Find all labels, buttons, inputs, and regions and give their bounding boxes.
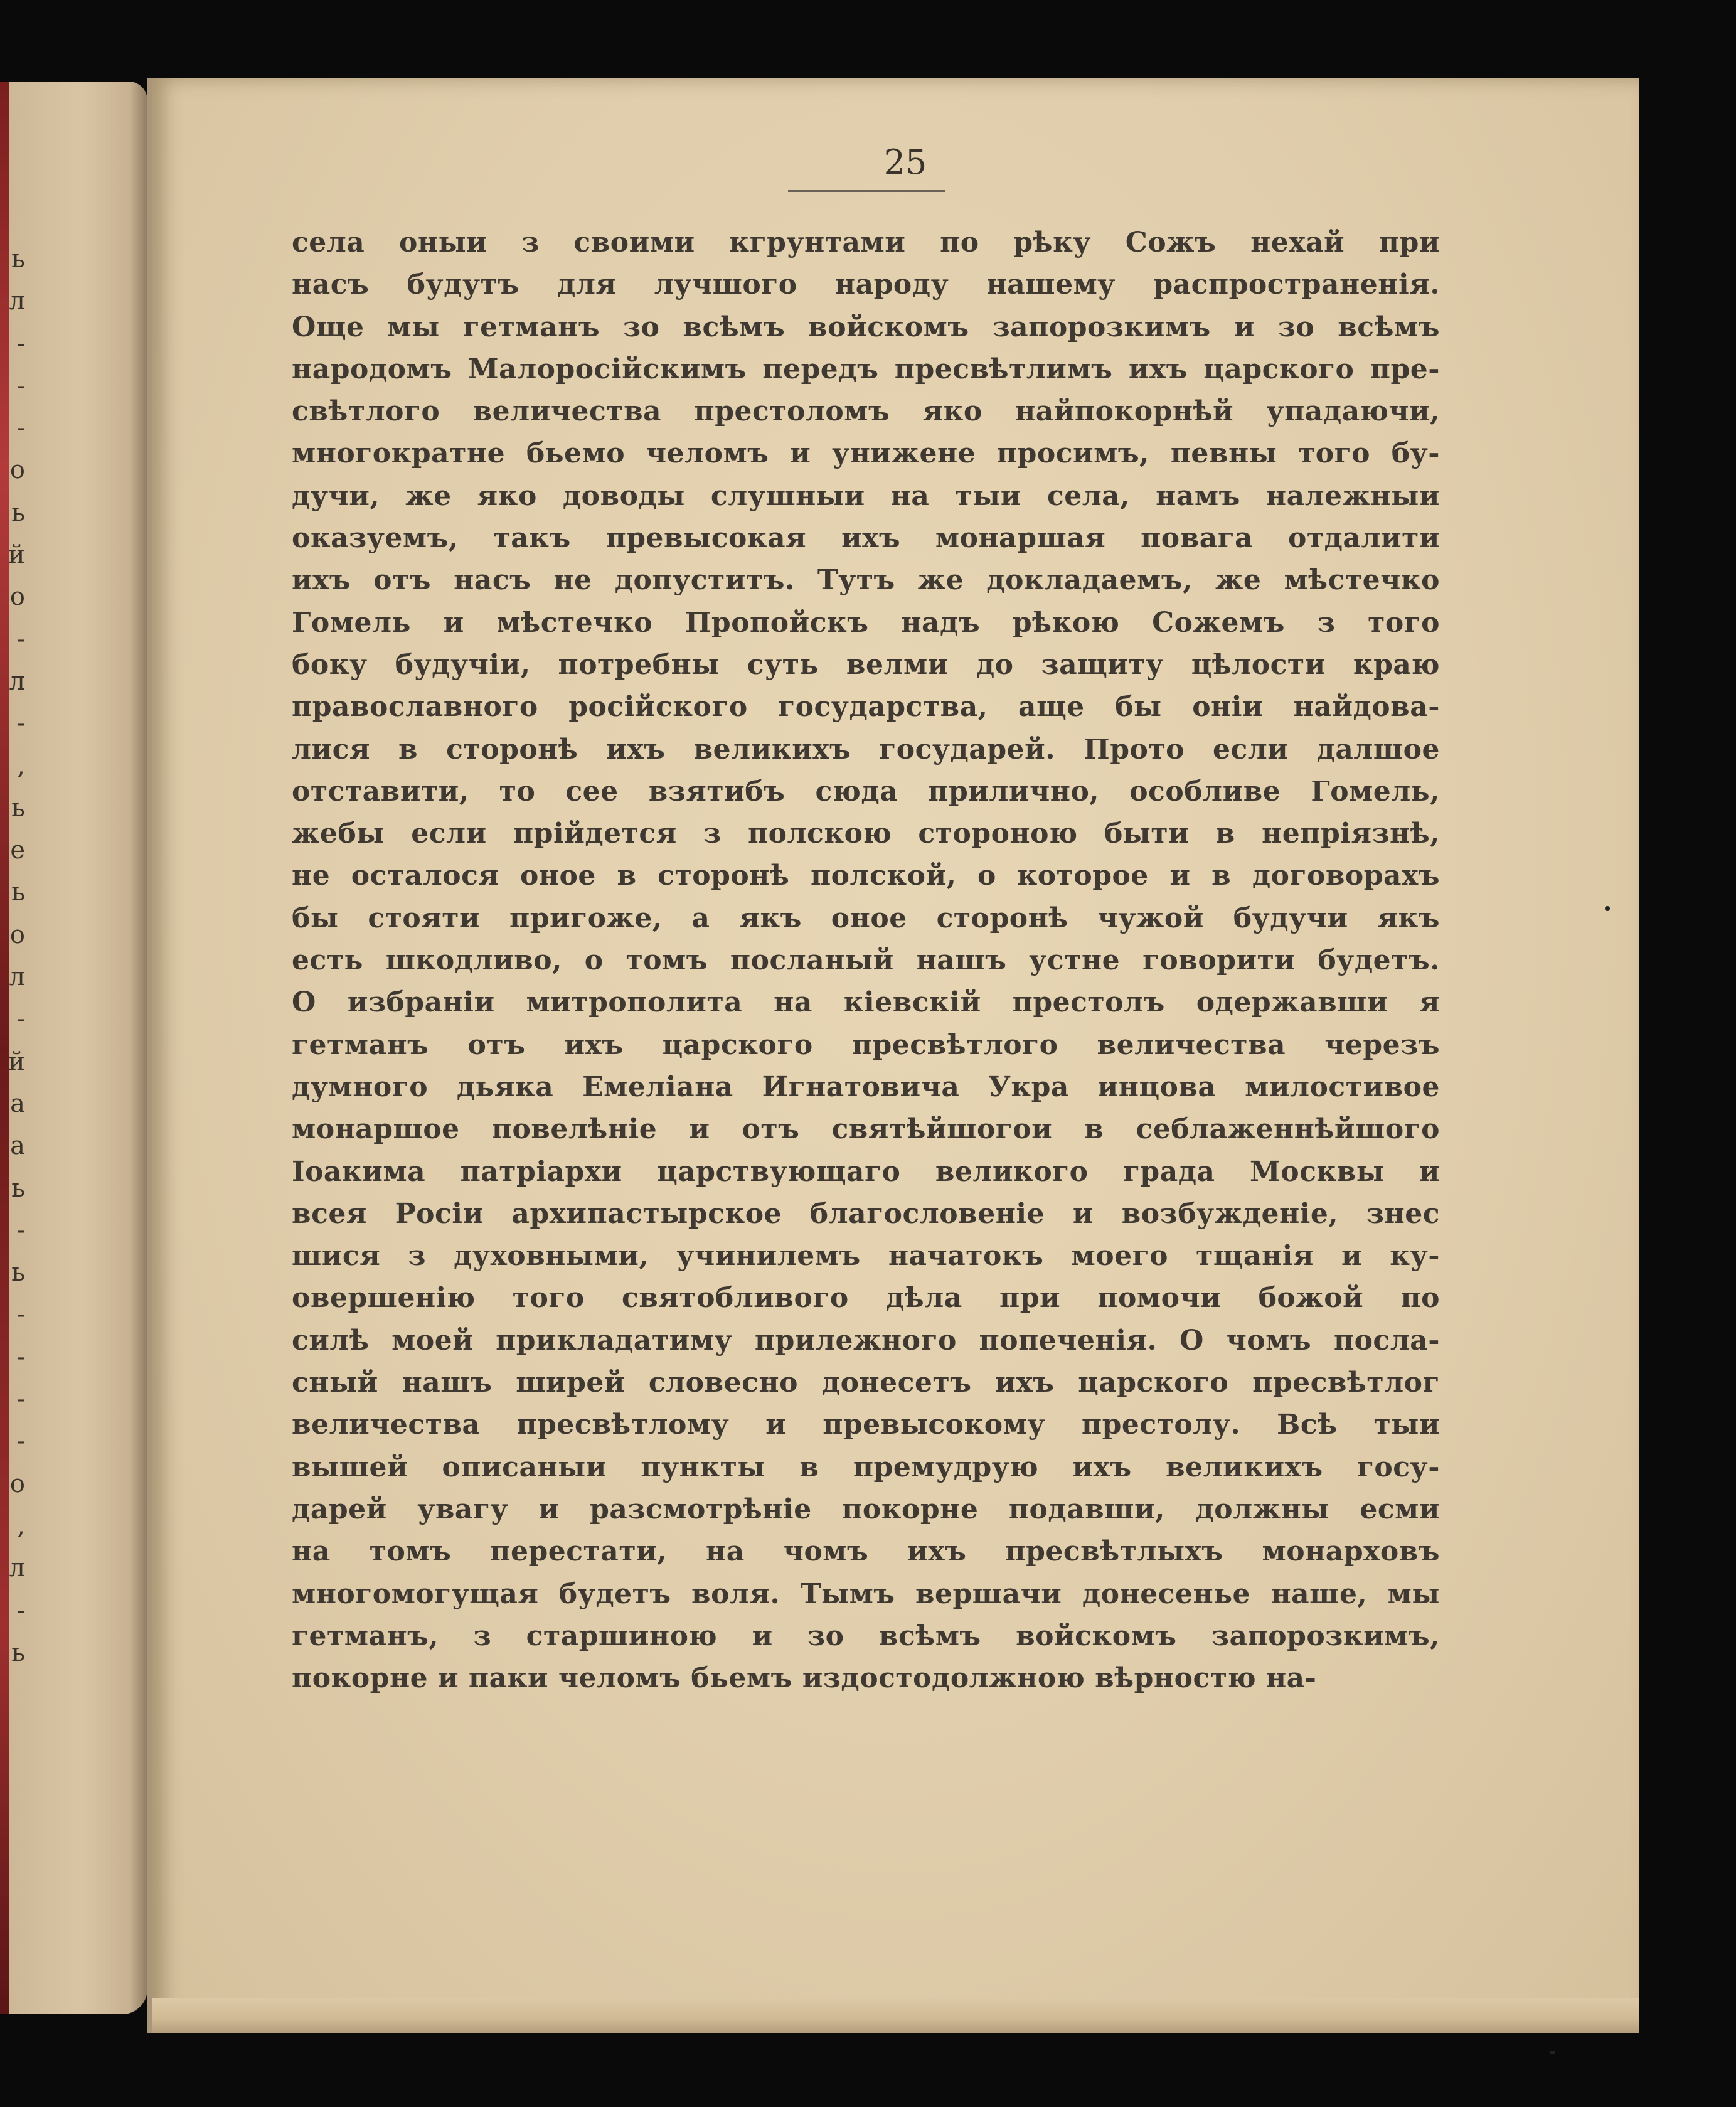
text-line: О избраніи митрополита на кіевскій престолъ одержавши я	[292, 986, 1440, 1019]
text-line: многомогущая будетъ воля. Тымъ вершачи донесенье наше, мы	[292, 1577, 1440, 1610]
edge-char: -	[16, 413, 25, 443]
text-line: насъ будутъ для лучшого народу нашему распространенія.	[292, 269, 1440, 301]
edge-char: ь	[11, 245, 25, 274]
dust-speck	[1550, 2051, 1555, 2054]
body-text	[292, 221, 1440, 1699]
text-line: свѣтлого величества престоломъ яко найпокорнѣй упадаючи,	[292, 395, 1440, 428]
edge-char: л	[9, 1554, 25, 1583]
text-line: овершенію того святобливого дѣла при помочи божой по	[292, 1282, 1440, 1315]
page-number-rule	[788, 190, 945, 192]
text-line: православного російского государства, аще бы оніи найдова-	[292, 691, 1440, 723]
text-line: многократне бьемо челомъ и унижене просимъ, певны того бу-	[292, 437, 1440, 470]
edge-char: о	[9, 1469, 25, 1498]
text-line: гетманъ отъ ихъ царского пресвѣтлого величества черезъ	[292, 1028, 1440, 1061]
text-line: гетманъ, з старшиною и зо всѣмъ войскомъ запорозкимъ,	[292, 1619, 1440, 1652]
edge-char: й	[8, 540, 25, 570]
edge-char: ,	[17, 751, 25, 781]
left-page-edge-text	[0, 238, 30, 1674]
text-line: Гомель и мѣстечко Пропойскъ надъ рѣкою Сожемъ з того	[292, 606, 1440, 639]
text-line: жебы если прійдется з полскою стороною быти в непріязнѣ,	[292, 818, 1440, 850]
edge-char: а	[10, 1131, 25, 1161]
edge-char: л	[9, 666, 25, 696]
text-line: силѣ моей прикладатиму прилежного попеченія. О чомъ посла-	[292, 1324, 1440, 1357]
page-bottom-edge	[152, 1998, 1639, 2033]
edge-char: й	[8, 1047, 25, 1076]
text-line: есть шкодливо, о томъ посланый нашъ устне говорити будетъ.	[292, 944, 1440, 977]
text-line: монаршое повелѣніе и отъ святѣйшогои в себлаженнѣйшого	[292, 1113, 1440, 1146]
edge-char: ь	[11, 498, 25, 527]
edge-char: о	[9, 920, 25, 949]
edge-char: -	[16, 709, 25, 739]
page-number: 25	[883, 142, 927, 182]
edge-char: -	[16, 1385, 25, 1414]
edge-char: о	[9, 456, 25, 485]
edge-char: -	[16, 1342, 25, 1372]
text-line: шися з духовными, учинилемъ начатокъ моего тщанія и ку-	[292, 1240, 1440, 1272]
edge-char: а	[10, 1089, 25, 1118]
text-line: Още мы гетманъ зо всѣмъ войскомъ запорозкимъ и зо всѣмъ	[292, 311, 1440, 343]
text-line: величества пресвѣтлому и превысокому престолу. Всѣ тыи	[292, 1409, 1440, 1441]
text-line: лися в сторонѣ ихъ великихъ государей. Прото если далшое	[292, 733, 1440, 765]
edge-char: ь	[11, 1173, 25, 1203]
edge-char: -	[16, 1005, 25, 1034]
text-line: покорне и паки челомъ бьемъ издостодолжною вѣрностю на-	[292, 1662, 1317, 1695]
text-line: на томъ перестати, на чомъ ихъ пресвѣтлыхъ монарховъ	[292, 1535, 1440, 1568]
text-line: не осталося оное в сторонѣ полской, о которое и в договорахъ	[292, 860, 1440, 892]
text-line: бы стояти пригоже, а якъ оное сторонѣ чужой будучи якъ	[292, 902, 1440, 934]
edge-char: ь	[11, 878, 25, 907]
text-line: ихъ отъ насъ не допуститъ. Тутъ же докладаемъ, же мѣстечко	[292, 564, 1440, 597]
edge-char: л	[9, 287, 25, 316]
edge-char: л	[9, 963, 25, 992]
edge-char: о	[9, 582, 25, 612]
edge-char: -	[16, 1300, 25, 1330]
edge-char: ,	[17, 1511, 25, 1540]
edge-char: -	[16, 1427, 25, 1456]
text-line: вышей описаныи пункты в премудрую ихъ великихъ госу-	[292, 1451, 1440, 1483]
edge-char: -	[16, 1215, 25, 1245]
edge-char: ь	[11, 1258, 25, 1288]
text-line: отставити, то сее взятибъ сюда прилично, особливе Гомель,	[292, 775, 1440, 808]
text-line: Іоакима патріархи царствующаго великого града Москвы и	[292, 1155, 1440, 1188]
left-page	[0, 82, 147, 2014]
edge-char: -	[16, 371, 25, 400]
text-line: боку будучіи, потребны суть велми до защиту цѣлости краю	[292, 648, 1440, 681]
edge-char: -	[16, 624, 25, 654]
edge-char: -	[16, 329, 25, 358]
text-line: думного дьяка Емеліана Игнатовича Укра инцова милостивое	[292, 1070, 1440, 1103]
dust-speck	[1605, 906, 1610, 911]
text-line: оказуемъ, такъ превысокая ихъ монаршая повага отдалити	[292, 522, 1440, 555]
right-page	[147, 78, 1639, 2033]
text-line: села оныи з своими кгрунтами по рѣку Сожъ нехай при	[292, 227, 1440, 259]
edge-char: -	[16, 1596, 25, 1625]
edge-char: е	[10, 836, 25, 865]
text-line: дарей увагу и разсмотрѣніе покорне подавши, должны есми	[292, 1493, 1440, 1525]
edge-char: ь	[11, 1638, 25, 1667]
text-line: народомъ Малоросійскимъ передъ пресвѣтлимъ ихъ царского пре-	[292, 353, 1440, 385]
text-line: сный нашъ ширей словесно донесетъ ихъ царского пресвѣтлог	[292, 1367, 1440, 1399]
text-line: дучи, же яко доводы слушныи на тыи села, намъ належныи	[292, 479, 1440, 512]
edge-char: ь	[11, 793, 25, 823]
text-line: всея Росіи архипастырское благословеніе и возбужденіе, знес	[292, 1197, 1440, 1230]
